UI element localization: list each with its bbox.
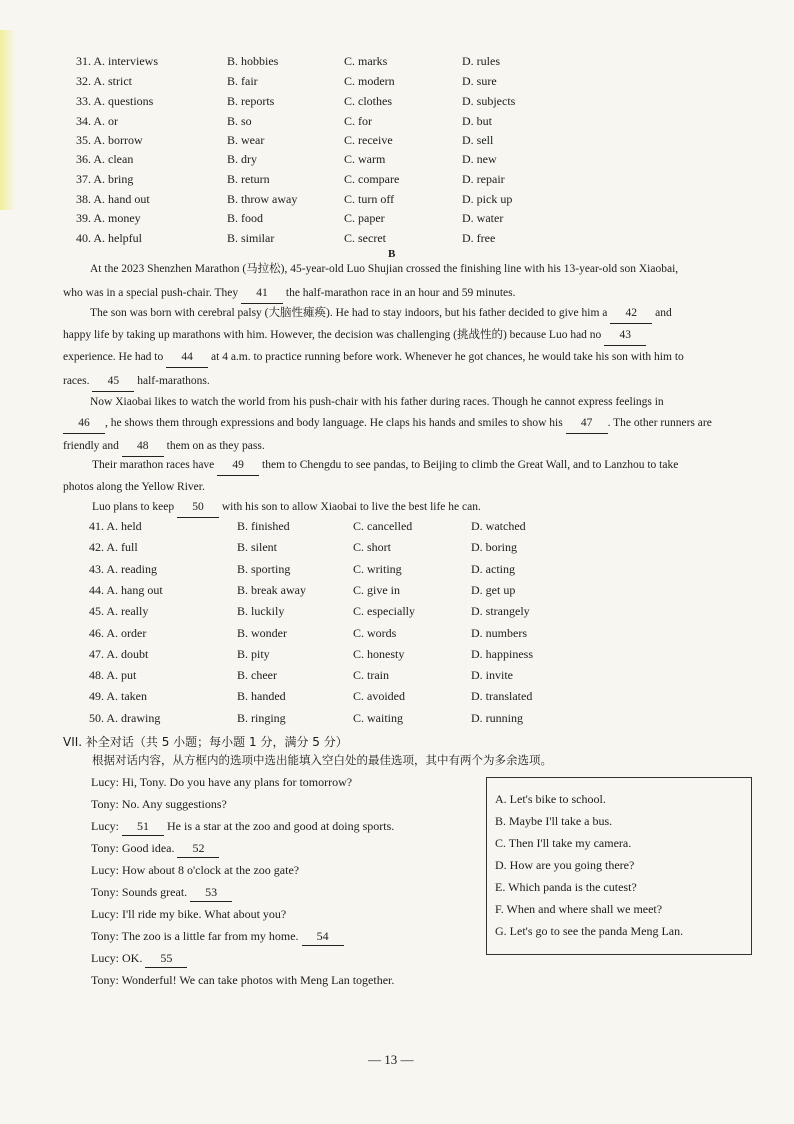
option-c: C. turn off bbox=[344, 192, 395, 206]
passage-line bbox=[63, 325, 646, 346]
blank-48: 48 bbox=[122, 436, 164, 457]
option-row bbox=[76, 229, 536, 247]
option-b: B. similar bbox=[227, 231, 275, 245]
option-n: 40. A. helpful bbox=[76, 231, 142, 245]
dialogue-line bbox=[91, 949, 187, 968]
passage-text: Luo plans to keep bbox=[92, 501, 175, 513]
option-n: 47. A. doubt bbox=[89, 647, 149, 661]
dialogue-text: Lucy: bbox=[91, 819, 119, 833]
option-d: D. running bbox=[471, 711, 523, 725]
option-b: B. throw away bbox=[227, 192, 298, 206]
dialogue-text: He is a star at the zoo and good at doing sports. bbox=[167, 819, 395, 833]
dialogue-line bbox=[91, 773, 352, 791]
option-n: 43. A. reading bbox=[89, 562, 157, 576]
option-row bbox=[76, 112, 536, 130]
option-c: C. writing bbox=[353, 562, 402, 576]
option-b: B. silent bbox=[237, 540, 278, 554]
option-b: B. return bbox=[227, 172, 270, 186]
blank-49: 49 bbox=[217, 455, 259, 476]
option-b: B. wonder bbox=[237, 626, 287, 640]
option-d: D. watched bbox=[471, 519, 526, 533]
choices-box bbox=[486, 777, 752, 955]
option-c: C. waiting bbox=[353, 711, 403, 725]
blank-41: 41 bbox=[241, 283, 283, 304]
dialogue-blank: 55 bbox=[145, 949, 187, 968]
option-c: C. short bbox=[353, 540, 392, 554]
option-d: D. sell bbox=[462, 133, 494, 147]
option-row bbox=[89, 517, 559, 535]
passage-text: who was in a special push-chair. They bbox=[63, 287, 239, 299]
dialogue-text: Lucy: How about 8 o'clock at the zoo gate? bbox=[91, 863, 300, 877]
option-b: B. reports bbox=[227, 94, 275, 108]
option-d: D. happiness bbox=[471, 647, 533, 661]
dialogue-line bbox=[91, 839, 219, 858]
option-row bbox=[89, 666, 559, 684]
option-d: D. subjects bbox=[462, 94, 516, 108]
option-d: D. invite bbox=[471, 668, 513, 682]
passage-text: The son was born with cerebral palsy (大脑性瘫痪). He had to stay indoors, but his father decided to give him a bbox=[90, 307, 608, 319]
option-n: 45. A. really bbox=[89, 604, 149, 618]
option-c: C. secret bbox=[344, 231, 386, 245]
passage-text: experience. He had to bbox=[63, 351, 164, 363]
option-b: B. ringing bbox=[237, 711, 286, 725]
option-d: D. boring bbox=[471, 540, 517, 554]
passage-text: , he shows them through expressions and body language. He claps his hands and smiles to show his bbox=[105, 417, 563, 429]
option-b: B. handed bbox=[237, 689, 286, 703]
dialogue-line bbox=[91, 905, 286, 923]
passage-text: the half-marathon race in an hour and 59 minutes. bbox=[285, 287, 516, 299]
blank-45: 45 bbox=[92, 371, 134, 392]
option-row bbox=[89, 538, 559, 556]
passage-text: races. bbox=[63, 375, 90, 387]
option-row bbox=[76, 52, 536, 70]
option-n: 41. A. held bbox=[89, 519, 142, 533]
option-d: D. strangely bbox=[471, 604, 530, 618]
dialogue-blank: 54 bbox=[302, 927, 344, 946]
option-c: C. cancelled bbox=[353, 519, 413, 533]
passage-text: At the 2023 Shenzhen Marathon (马拉松), 45-year-old Luo Shujian crossed the finishing line with his 13-year-old son Xiaobai, bbox=[90, 263, 679, 275]
option-c: C. compare bbox=[344, 172, 400, 186]
option-b: B. hobbies bbox=[227, 54, 279, 68]
passage-text: friendly and bbox=[63, 440, 119, 452]
option-b: B. food bbox=[227, 211, 263, 225]
dialogue-line bbox=[91, 971, 394, 989]
option-row bbox=[76, 150, 536, 168]
dialogue-text: Lucy: Hi, Tony. Do you have any plans for tomorrow? bbox=[91, 775, 353, 789]
option-row bbox=[89, 709, 559, 727]
dialogue-text: Lucy: OK. bbox=[91, 951, 143, 965]
blank-46: 46 bbox=[63, 413, 105, 434]
passage-text: at 4 a.m. to practice running before work. Whenever he got chances, he would take his son with him to bbox=[211, 351, 684, 363]
option-n: 42. A. full bbox=[89, 540, 138, 554]
option-d: D. acting bbox=[471, 562, 515, 576]
dialogue-blank: 53 bbox=[190, 883, 232, 902]
option-row bbox=[89, 602, 559, 620]
passage-text: happy life by taking up marathons with him. However, the decision was challenging (挑战性的) because Luo had no bbox=[63, 329, 602, 341]
option-row bbox=[89, 687, 559, 705]
option-n: 38. A. hand out bbox=[76, 192, 150, 206]
option-n: 50. A. drawing bbox=[89, 711, 161, 725]
option-c: C. clothes bbox=[344, 94, 392, 108]
option-n: 39. A. money bbox=[76, 211, 141, 225]
option-c: C. avoided bbox=[353, 689, 405, 703]
dialogue-line bbox=[91, 927, 344, 946]
option-c: C. give in bbox=[353, 583, 400, 597]
option-n: 37. A. bring bbox=[76, 172, 134, 186]
option-b: B. fair bbox=[227, 74, 258, 88]
choice-option: A. Let's bike to school. bbox=[495, 792, 606, 806]
option-d: D. rules bbox=[462, 54, 500, 68]
passage-line bbox=[92, 455, 678, 476]
passage-text: half-marathons. bbox=[137, 375, 210, 387]
option-row bbox=[76, 131, 536, 149]
option-n: 35. A. borrow bbox=[76, 133, 143, 147]
option-d: D. free bbox=[462, 231, 496, 245]
option-b: B. wear bbox=[227, 133, 265, 147]
passage-line bbox=[63, 347, 684, 368]
dialogue-blank: 51 bbox=[122, 817, 164, 836]
section-7-title: VII. 补全对话（共 5 小题；每小题 1 分，满分 5 分） bbox=[63, 735, 348, 749]
passage-line bbox=[90, 392, 664, 412]
passage-line bbox=[63, 413, 712, 434]
option-n: 44. A. hang out bbox=[89, 583, 163, 597]
option-c: C. for bbox=[344, 114, 372, 128]
passage-line bbox=[90, 259, 678, 279]
option-b: B. cheer bbox=[237, 668, 277, 682]
page-edge-highlight bbox=[0, 30, 16, 210]
page-number: — 13 — bbox=[368, 1052, 414, 1067]
dialogue-line bbox=[91, 861, 299, 879]
option-b: B. luckily bbox=[237, 604, 285, 618]
option-row bbox=[89, 645, 559, 663]
passage-text: with his son to allow Xiaobai to live the best life he can. bbox=[221, 501, 481, 513]
option-d: D. get up bbox=[471, 583, 516, 597]
passage-line bbox=[63, 371, 210, 392]
option-n: 32. A. strict bbox=[76, 74, 132, 88]
option-b: B. finished bbox=[237, 519, 290, 533]
option-row bbox=[76, 209, 536, 227]
option-n: 46. A. order bbox=[89, 626, 147, 640]
dialogue-text: Tony: Good idea. bbox=[91, 841, 175, 855]
option-c: C. receive bbox=[344, 133, 393, 147]
option-d: D. water bbox=[462, 211, 504, 225]
choice-option: D. How are you going there? bbox=[495, 858, 635, 872]
option-b: B. break away bbox=[237, 583, 306, 597]
option-row bbox=[89, 581, 559, 599]
option-n: 31. A. interviews bbox=[76, 54, 158, 68]
option-c: C. words bbox=[353, 626, 397, 640]
option-c: C. train bbox=[353, 668, 389, 682]
dialogue-text: Tony: Wonderful! We can take photos with Meng Lan together. bbox=[91, 973, 395, 987]
dialogue-text: Tony: No. Any suggestions? bbox=[91, 797, 227, 811]
option-c: C. paper bbox=[344, 211, 385, 225]
option-n: 34. A. or bbox=[76, 114, 118, 128]
passage-line bbox=[63, 436, 265, 457]
option-n: 49. A. taken bbox=[89, 689, 147, 703]
option-d: D. numbers bbox=[471, 626, 527, 640]
choice-option: B. Maybe I'll take a bus. bbox=[495, 814, 613, 828]
option-row bbox=[76, 72, 536, 90]
passage-text: . The other runners are bbox=[607, 417, 712, 429]
dialogue-text: Lucy: I'll ride my bike. What about you? bbox=[91, 907, 287, 921]
dialogue-line bbox=[91, 883, 232, 902]
section-b-label: B bbox=[388, 248, 396, 260]
option-b: B. so bbox=[227, 114, 252, 128]
option-c: C. honesty bbox=[353, 647, 405, 661]
option-d: D. sure bbox=[462, 74, 497, 88]
dialogue-line bbox=[91, 795, 227, 813]
option-row bbox=[89, 560, 559, 578]
option-row bbox=[76, 190, 536, 208]
passage-text: Now Xiaobai likes to watch the world from his push-chair with his father during races. Though he cannot express feelings in bbox=[90, 396, 664, 408]
option-n: 48. A. put bbox=[89, 668, 137, 682]
choice-option: C. Then I'll take my camera. bbox=[495, 836, 632, 850]
option-b: B. dry bbox=[227, 152, 257, 166]
blank-44: 44 bbox=[166, 347, 208, 368]
option-d: D. pick up bbox=[462, 192, 513, 206]
blank-47: 47 bbox=[566, 413, 608, 434]
option-row bbox=[76, 92, 536, 110]
choice-option: E. Which panda is the cutest? bbox=[495, 880, 637, 894]
option-d: D. translated bbox=[471, 689, 533, 703]
option-c: C. modern bbox=[344, 74, 395, 88]
dialogue-blank: 52 bbox=[177, 839, 219, 858]
blank-43: 43 bbox=[604, 325, 646, 346]
passage-text: and bbox=[655, 307, 672, 319]
dialogue-line bbox=[91, 817, 394, 836]
option-c: C. marks bbox=[344, 54, 388, 68]
option-b: B. sporting bbox=[237, 562, 291, 576]
option-d: D. new bbox=[462, 152, 497, 166]
option-d: D. but bbox=[462, 114, 492, 128]
passage-text: photos along the Yellow River. bbox=[63, 481, 205, 493]
option-c: C. especially bbox=[353, 604, 415, 618]
section-7-instruction: 根据对话内容，从方框内的选项中选出能填入空白处的最佳选项，其中有两个为多余选项。 bbox=[92, 753, 552, 767]
dialogue-text: Tony: Sounds great. bbox=[91, 885, 188, 899]
passage-text: Their marathon races have bbox=[92, 459, 215, 471]
option-row bbox=[76, 170, 536, 188]
blank-42: 42 bbox=[610, 303, 652, 324]
option-n: 33. A. questions bbox=[76, 94, 154, 108]
blank-50: 50 bbox=[177, 497, 219, 518]
option-row bbox=[89, 624, 559, 642]
option-c: C. warm bbox=[344, 152, 386, 166]
option-b: B. pity bbox=[237, 647, 270, 661]
option-n: 36. A. clean bbox=[76, 152, 134, 166]
passage-text: them on as they pass. bbox=[166, 440, 265, 452]
passage-line bbox=[90, 303, 672, 324]
passage-line bbox=[63, 477, 205, 497]
passage-line bbox=[92, 497, 481, 518]
passage-text: them to Chengdu to see pandas, to Beijing to climb the Great Wall, and to Lanzhou to take bbox=[262, 459, 679, 471]
passage-line bbox=[63, 283, 515, 304]
option-d: D. repair bbox=[462, 172, 505, 186]
dialogue-text: Tony: The zoo is a little far from my home. bbox=[91, 929, 299, 943]
choice-option: G. Let's go to see the panda Meng Lan. bbox=[495, 924, 684, 938]
choice-option: F. When and where shall we meet? bbox=[495, 902, 663, 916]
